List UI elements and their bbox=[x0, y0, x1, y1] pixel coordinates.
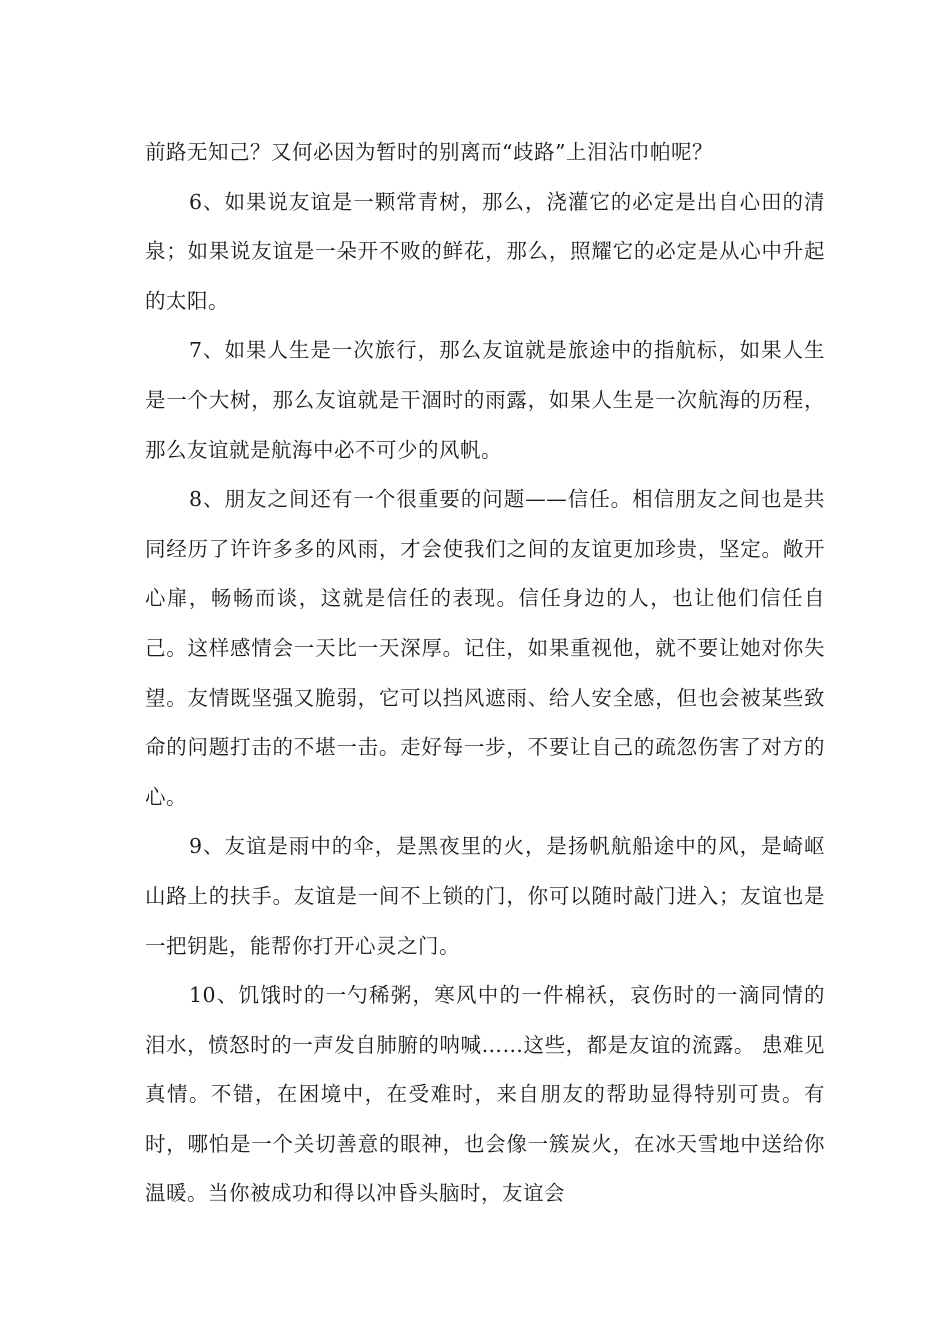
paragraph-6: 6、如果说友谊是一颗常青树，那么，浇灌它的必定是出自心田的清泉；如果说友谊是一朵开不败的鲜花，那么，照耀它的必定是从心中升起的太阳。 bbox=[145, 189, 825, 313]
paragraph-8: 8、朋友之间还有一个很重要的问题——信任。相信朋友之间也是共同经历了许许多多的风雨，才会使我们之间的友谊更加珍贵，坚定。敞开心扉，畅畅而谈，这就是信任的表现。信任身边的人，也让他们信任自己。这样感情会一天比一天深厚。记住，如果重视他，就不要让她对你失望。友情既坚强又脆弱，它可以挡风遮雨、给人安全感，但也会被某些致命的问题打击的不堪一击。走好每一步，不要让自己的疏忽伤害了对方的心。 bbox=[145, 487, 825, 809]
paragraph-7: 7、如果人生是一次旅行，那么友谊就是旅途中的指航标，如果人生是一个大树，那么友谊就是干涸时的雨露，如果人生是一次航海的历程，那么友谊就是航海中必不可少的风帆。 bbox=[145, 338, 825, 462]
paragraph-10: 10、饥饿时的一勺稀粥，寒风中的一件棉袄，哀伤时的一滴同情的泪水，愤怒时的一声发自肺腑的呐喊……这些，都是友谊的流露。 患难见真情。不错，在困境中，在受难时，来自朋友的帮助显得特别可贵。有时，哪怕是一个关切善意的眼神，也会像一簇炭火，在冰天雪地中送给你温暖。当你被成功和得以冲昏头脑时，友谊会 bbox=[145, 983, 825, 1206]
paragraph-9: 9、友谊是雨中的伞，是黑夜里的火，是扬帆航船途中的风，是崎岖山路上的扶手。友谊是一间不上锁的门，你可以随时敲门进入；友谊也是一把钥匙，能帮你打开心灵之门。 bbox=[145, 834, 825, 958]
document-body bbox=[145, 128, 825, 1219]
paragraph-continued: 前路无知己？又何必因为暂时的别离而“歧路”上泪沾巾帕呢？ bbox=[145, 140, 713, 164]
